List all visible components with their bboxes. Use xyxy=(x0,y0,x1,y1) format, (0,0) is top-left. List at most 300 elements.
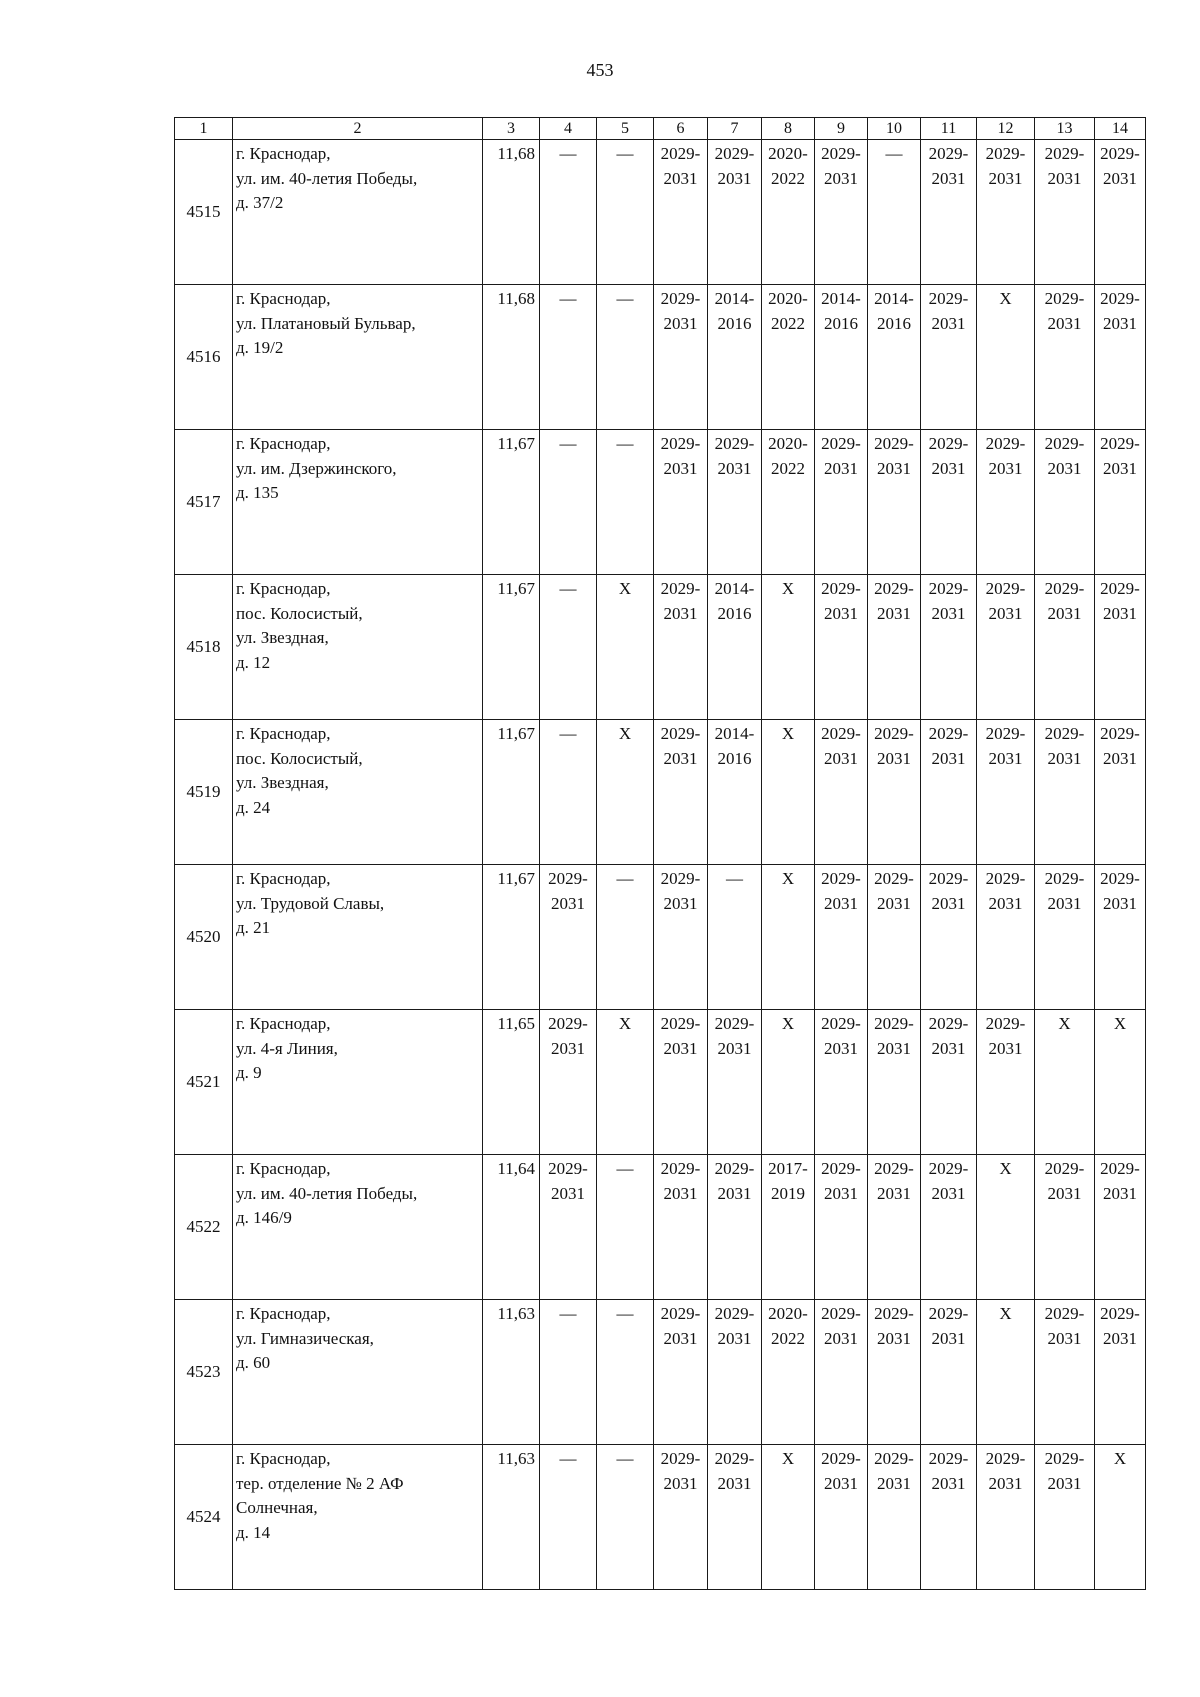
address-line: ул. им. 40-летия Победы, xyxy=(236,168,418,188)
period-cell xyxy=(1035,1155,1095,1300)
period-text: Х xyxy=(781,869,795,888)
period-cell xyxy=(815,140,868,285)
period-text: — xyxy=(616,434,634,453)
period-text: 2029- xyxy=(1044,434,1085,453)
value-cell xyxy=(483,1155,540,1300)
period-text: 2029- xyxy=(660,724,701,743)
column-header: 9 xyxy=(815,118,868,140)
period-cell xyxy=(921,720,977,865)
period-text: 2029- xyxy=(874,1304,914,1323)
value-text: 11,67 xyxy=(497,579,535,598)
period-cell xyxy=(540,430,597,575)
period-text: — xyxy=(616,1304,634,1323)
period-text: 2031 xyxy=(663,1473,698,1493)
address-line: д. 9 xyxy=(236,1063,262,1083)
period-text: 2031 xyxy=(551,1038,585,1058)
period-cell xyxy=(977,1155,1035,1300)
period-text: 2029- xyxy=(928,579,969,598)
period-cell xyxy=(540,285,597,430)
period-text: 2031 xyxy=(877,1473,911,1493)
period-text: 2031 xyxy=(931,603,966,623)
period-cell xyxy=(708,1155,762,1300)
period-text: 2029- xyxy=(1044,579,1085,598)
period-cell xyxy=(1095,575,1146,720)
period-cell xyxy=(921,575,977,720)
table-row xyxy=(175,575,1146,720)
period-cell xyxy=(921,285,977,430)
period-text: 2029- xyxy=(714,1449,755,1468)
period-text: 2031 xyxy=(663,1038,698,1058)
period-cell xyxy=(708,1445,762,1590)
period-text: 2029- xyxy=(660,1449,701,1468)
period-text: 2029- xyxy=(874,724,914,743)
period-cell xyxy=(654,1445,708,1590)
page-number: 453 xyxy=(586,60,614,80)
period-cell xyxy=(921,1300,977,1445)
period-text: 2020- xyxy=(768,144,808,163)
period-text: 2017- xyxy=(768,1159,808,1178)
address-cell xyxy=(233,575,483,720)
period-text: 2029- xyxy=(821,1304,861,1323)
period-cell xyxy=(762,865,815,1010)
period-cell xyxy=(1035,140,1095,285)
period-cell xyxy=(708,720,762,865)
period-text: 2031 xyxy=(1047,1473,1082,1493)
period-text: — xyxy=(559,724,577,743)
period-text: — xyxy=(559,434,577,453)
period-text: 2031 xyxy=(931,748,966,768)
period-text: 2029- xyxy=(821,1159,861,1178)
period-text: 2029- xyxy=(821,1449,861,1468)
period-text: — xyxy=(616,1159,634,1178)
period-cell xyxy=(1095,1445,1146,1590)
period-text: Х xyxy=(1058,1014,1071,1033)
address-line: д. 135 xyxy=(236,483,279,503)
period-text: 2029- xyxy=(821,1014,861,1033)
table-row xyxy=(175,720,1146,865)
period-text: 2029- xyxy=(714,144,755,163)
period-text: 2016 xyxy=(824,313,858,333)
period-text: 2029- xyxy=(928,289,969,308)
period-text: 2019 xyxy=(771,1183,805,1203)
period-cell xyxy=(597,1010,654,1155)
period-text: 2029- xyxy=(660,579,701,598)
period-text: 2031 xyxy=(717,1473,752,1493)
period-cell xyxy=(868,285,921,430)
period-text: 2029- xyxy=(874,1159,914,1178)
period-cell xyxy=(868,140,921,285)
period-text: 2031 xyxy=(824,603,858,623)
period-cell xyxy=(1095,285,1146,430)
period-text: — xyxy=(885,144,903,163)
period-cell xyxy=(597,1155,654,1300)
table-body xyxy=(175,140,1146,1590)
period-text: 2029- xyxy=(1100,869,1140,888)
period-cell xyxy=(654,720,708,865)
address-cell xyxy=(233,1010,483,1155)
period-cell xyxy=(1095,1010,1146,1155)
period-cell xyxy=(977,1300,1035,1445)
period-cell xyxy=(815,1445,868,1590)
row-number-cell xyxy=(175,720,233,865)
value-text: 11,64 xyxy=(497,1159,535,1178)
address-line: д. 14 xyxy=(236,1522,271,1542)
period-text: 2029- xyxy=(928,434,969,453)
period-cell xyxy=(815,1155,868,1300)
period-cell xyxy=(1035,720,1095,865)
period-text: 2029- xyxy=(821,579,861,598)
period-text: 2031 xyxy=(1103,458,1137,478)
period-text: 2029- xyxy=(660,434,701,453)
period-text: Х xyxy=(999,1304,1012,1323)
address-line: г. Краснодар, xyxy=(236,1304,331,1323)
period-cell xyxy=(977,430,1035,575)
column-header: 4 xyxy=(540,118,597,140)
address-line: г. Краснодар, xyxy=(236,1159,331,1178)
period-cell xyxy=(1095,430,1146,575)
period-cell xyxy=(1095,140,1146,285)
period-text: 2029- xyxy=(660,1014,701,1033)
period-text: Х xyxy=(781,1449,795,1468)
period-text: 2031 xyxy=(988,893,1023,913)
period-text: Х xyxy=(999,1159,1012,1178)
period-text: 2031 xyxy=(1103,1183,1137,1203)
value-cell xyxy=(483,1445,540,1590)
value-cell xyxy=(483,140,540,285)
period-text: 2031 xyxy=(663,1328,698,1348)
period-text: 2029- xyxy=(928,1449,969,1468)
period-cell xyxy=(597,1445,654,1590)
period-cell xyxy=(708,1010,762,1155)
period-text: 2031 xyxy=(988,748,1023,768)
period-text: — xyxy=(559,1449,577,1468)
value-text: 11,65 xyxy=(497,1014,535,1033)
period-cell xyxy=(977,285,1035,430)
period-text: 2029- xyxy=(821,144,861,163)
period-text: Х xyxy=(1113,1014,1127,1033)
address-line: ул. Гимназическая, xyxy=(236,1328,374,1348)
period-text: — xyxy=(726,869,743,888)
value-text: 11,68 xyxy=(497,144,535,163)
period-text: 2031 xyxy=(1103,748,1137,768)
period-text: 2031 xyxy=(824,168,858,188)
period-cell xyxy=(815,865,868,1010)
period-text: 2031 xyxy=(824,1183,858,1203)
period-cell xyxy=(654,140,708,285)
table-row xyxy=(175,285,1146,430)
period-cell xyxy=(762,1300,815,1445)
value-text: 11,68 xyxy=(497,289,535,308)
period-text: 2029- xyxy=(660,1159,701,1178)
period-cell xyxy=(597,1300,654,1445)
period-text: 2029- xyxy=(660,289,701,308)
period-cell xyxy=(708,285,762,430)
period-cell xyxy=(1095,720,1146,865)
period-text: Х xyxy=(1113,1449,1127,1468)
period-text: Х xyxy=(618,579,632,598)
column-header: 2 xyxy=(233,118,483,140)
period-text: 2031 xyxy=(1047,748,1082,768)
row-number: 4522 xyxy=(186,1216,221,1236)
period-text: — xyxy=(559,1304,577,1323)
row-number: 4520 xyxy=(186,926,221,946)
period-text: 2029- xyxy=(1044,869,1085,888)
period-text: 2031 xyxy=(931,1328,966,1348)
period-text: 2029- xyxy=(821,724,861,743)
period-text: 2029- xyxy=(874,1014,914,1033)
address-line: д. 24 xyxy=(236,797,271,817)
period-cell xyxy=(921,140,977,285)
period-cell xyxy=(921,430,977,575)
row-number-cell xyxy=(175,1300,233,1445)
row-number-cell xyxy=(175,285,233,430)
period-text: 2014- xyxy=(821,289,861,308)
period-cell xyxy=(868,575,921,720)
period-text: 2016 xyxy=(717,603,752,623)
period-cell xyxy=(654,1010,708,1155)
period-text: 2029- xyxy=(985,579,1026,598)
period-text: Х xyxy=(781,579,795,598)
address-line: д. 37/2 xyxy=(236,193,284,213)
address-line: г. Краснодар, xyxy=(236,1449,331,1468)
period-text: 2029- xyxy=(548,869,588,888)
period-text: 2014- xyxy=(714,289,755,308)
period-cell xyxy=(868,430,921,575)
period-text: 2031 xyxy=(988,1038,1023,1058)
address-line: д. 146/9 xyxy=(236,1208,292,1228)
address-line: г. Краснодар, xyxy=(236,869,331,888)
address-line: ул. им. 40-летия Победы, xyxy=(236,1183,418,1203)
header-row xyxy=(175,118,1146,140)
address-cell xyxy=(233,285,483,430)
period-text: 2029- xyxy=(821,869,861,888)
period-text: 2029- xyxy=(928,1304,969,1323)
period-cell xyxy=(708,140,762,285)
column-header: 5 xyxy=(597,118,654,140)
period-cell xyxy=(1035,285,1095,430)
period-text: 2031 xyxy=(877,603,911,623)
period-cell xyxy=(708,1300,762,1445)
period-cell xyxy=(540,140,597,285)
period-cell xyxy=(597,575,654,720)
period-text: 2029- xyxy=(660,144,701,163)
period-cell xyxy=(868,720,921,865)
period-cell xyxy=(1095,1155,1146,1300)
period-text: 2016 xyxy=(717,313,752,333)
address-cell xyxy=(233,720,483,865)
period-cell xyxy=(868,1155,921,1300)
table-row xyxy=(175,1300,1146,1445)
row-number-cell xyxy=(175,1155,233,1300)
row-number: 4523 xyxy=(186,1361,221,1381)
period-text: 2029- xyxy=(714,434,755,453)
period-text: 2031 xyxy=(988,1473,1023,1493)
value-text: 11,67 xyxy=(497,724,535,743)
table-row xyxy=(175,1445,1146,1590)
period-cell xyxy=(762,430,815,575)
period-cell xyxy=(654,575,708,720)
address-line: ул. Трудовой Славы, xyxy=(236,893,385,913)
period-text: 2029- xyxy=(1044,1304,1085,1323)
period-cell xyxy=(921,865,977,1010)
period-cell xyxy=(654,285,708,430)
period-text: 2029- xyxy=(1044,724,1085,743)
period-cell xyxy=(815,285,868,430)
address-line: Солнечная, xyxy=(236,1498,318,1518)
period-text: 2020- xyxy=(768,289,808,308)
address-line: пос. Колосистый, xyxy=(236,603,363,623)
period-text: 2022 xyxy=(771,458,805,478)
column-header: 12 xyxy=(977,118,1035,140)
period-cell xyxy=(597,285,654,430)
period-cell xyxy=(708,430,762,575)
period-text: 2014- xyxy=(874,289,914,308)
period-text: 2029- xyxy=(1100,144,1140,163)
period-cell xyxy=(597,865,654,1010)
period-cell xyxy=(762,1155,815,1300)
period-cell xyxy=(921,1155,977,1300)
period-cell xyxy=(815,430,868,575)
value-text: 11,67 xyxy=(497,869,535,888)
row-number-cell xyxy=(175,430,233,575)
period-text: 2031 xyxy=(663,603,698,623)
address-line: пос. Колосистый, xyxy=(236,748,363,768)
period-text: 2031 xyxy=(551,893,585,913)
period-text: 2022 xyxy=(771,168,805,188)
period-text: 2029- xyxy=(660,869,701,888)
address-cell xyxy=(233,430,483,575)
period-text: 2031 xyxy=(717,1038,752,1058)
period-cell xyxy=(1035,1010,1095,1155)
period-cell xyxy=(762,1010,815,1155)
column-header: 7 xyxy=(708,118,762,140)
period-cell xyxy=(921,1445,977,1590)
period-text: Х xyxy=(618,1014,632,1033)
period-text: Х xyxy=(999,289,1012,308)
table-header xyxy=(175,118,1146,140)
period-text: 2014- xyxy=(714,579,755,598)
column-header: 11 xyxy=(921,118,977,140)
period-cell xyxy=(540,575,597,720)
period-cell xyxy=(977,720,1035,865)
period-text: 2029- xyxy=(1044,289,1085,308)
period-text: 2031 xyxy=(877,1038,911,1058)
address-line: ул. им. Дзержинского, xyxy=(236,458,397,478)
period-cell xyxy=(597,140,654,285)
period-text: 2031 xyxy=(824,1328,858,1348)
row-number-cell xyxy=(175,140,233,285)
period-cell xyxy=(868,1445,921,1590)
column-header: 13 xyxy=(1035,118,1095,140)
period-cell xyxy=(868,1010,921,1155)
table-row xyxy=(175,430,1146,575)
period-text: 2031 xyxy=(663,893,698,913)
period-cell xyxy=(762,720,815,865)
column-header: 14 xyxy=(1095,118,1146,140)
period-cell xyxy=(1035,1445,1095,1590)
period-cell xyxy=(815,1010,868,1155)
period-text: 2031 xyxy=(988,458,1023,478)
period-text: 2031 xyxy=(717,1183,752,1203)
address-line: г. Краснодар, xyxy=(236,724,331,743)
period-text: 2029- xyxy=(928,724,969,743)
period-text: 2031 xyxy=(988,603,1023,623)
period-cell xyxy=(540,1155,597,1300)
period-text: 2031 xyxy=(931,1038,966,1058)
period-text: 2029- xyxy=(714,1159,755,1178)
period-cell xyxy=(540,720,597,865)
period-text: 2031 xyxy=(1103,603,1137,623)
period-text: 2031 xyxy=(1103,168,1137,188)
period-text: 2016 xyxy=(717,748,752,768)
period-text: 2029- xyxy=(928,144,969,163)
period-cell xyxy=(540,1010,597,1155)
period-cell xyxy=(1095,865,1146,1010)
period-text: 2022 xyxy=(771,313,805,333)
period-text: — xyxy=(559,289,577,308)
address-line: ул. 4-я Линия, xyxy=(236,1038,338,1058)
period-text: 2029- xyxy=(1100,289,1140,308)
value-cell xyxy=(483,575,540,720)
period-text: 2029- xyxy=(874,1449,914,1468)
period-text: 2031 xyxy=(931,893,966,913)
address-line: д. 12 xyxy=(236,652,271,672)
period-cell xyxy=(762,1445,815,1590)
period-cell xyxy=(977,140,1035,285)
period-cell xyxy=(762,575,815,720)
period-text: — xyxy=(559,579,577,598)
row-number: 4516 xyxy=(186,346,221,366)
column-header: 8 xyxy=(762,118,815,140)
value-cell xyxy=(483,1010,540,1155)
period-cell xyxy=(654,430,708,575)
period-text: 2031 xyxy=(717,458,752,478)
period-text: 2029- xyxy=(1044,1159,1085,1178)
period-text: — xyxy=(616,869,634,888)
period-text: 2031 xyxy=(717,168,752,188)
period-text: — xyxy=(616,1449,634,1468)
period-cell xyxy=(708,575,762,720)
period-cell xyxy=(815,1300,868,1445)
address-cell xyxy=(233,140,483,285)
period-text: 2029- xyxy=(928,1014,969,1033)
period-cell xyxy=(1035,575,1095,720)
period-text: 2029- xyxy=(928,869,969,888)
period-text: 2020- xyxy=(768,434,808,453)
period-text: 2031 xyxy=(1047,603,1082,623)
period-text: 2029- xyxy=(1100,434,1140,453)
value-cell xyxy=(483,720,540,865)
period-text: — xyxy=(616,289,634,308)
period-text: 2029- xyxy=(714,1014,755,1033)
period-cell xyxy=(977,1010,1035,1155)
row-number-cell xyxy=(175,1445,233,1590)
period-cell xyxy=(1035,865,1095,1010)
address-line: г. Краснодар, xyxy=(236,289,331,308)
period-text: 2031 xyxy=(1103,893,1137,913)
period-text: 2031 xyxy=(824,893,858,913)
period-text: 2031 xyxy=(988,168,1023,188)
period-cell xyxy=(1035,1300,1095,1445)
value-text: 11,67 xyxy=(497,434,535,453)
period-cell xyxy=(921,1010,977,1155)
period-text: 2031 xyxy=(1103,1328,1137,1348)
value-text: 11,63 xyxy=(497,1304,535,1323)
period-cell xyxy=(977,575,1035,720)
period-text: 2031 xyxy=(824,748,858,768)
address-cell xyxy=(233,1445,483,1590)
period-text: 2029- xyxy=(1044,144,1085,163)
